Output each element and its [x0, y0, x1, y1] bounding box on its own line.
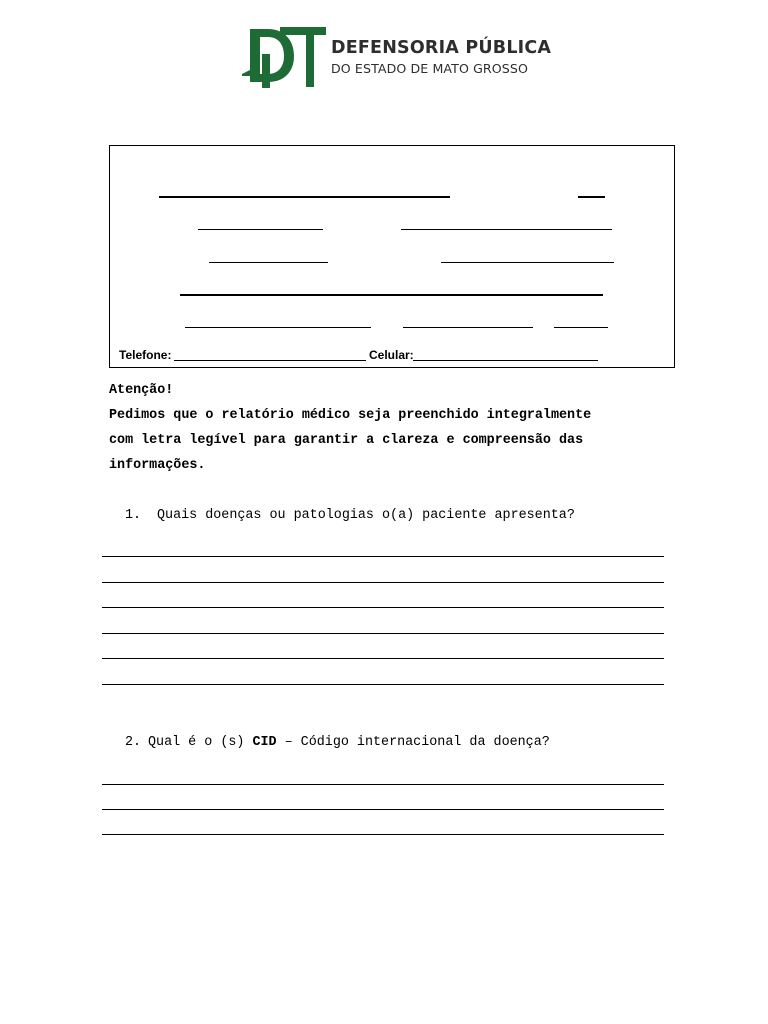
question-2-number: 2.: [125, 735, 142, 750]
celular-field-line[interactable]: [413, 360, 598, 361]
notice-line-1: Pedimos que o relatório médico seja preenchido integralmente: [109, 408, 592, 423]
dp-monogram-icon: [240, 24, 330, 90]
question-1-number: 1.: [125, 508, 142, 523]
blank-line: [401, 229, 612, 230]
question-1-text: Quais doenças ou patologias o(a) paciente apresenta?: [157, 508, 575, 523]
blank-line: [578, 196, 605, 198]
blank-line: [403, 327, 533, 328]
blank-line: [554, 327, 608, 328]
notice-line-3: informações.: [109, 458, 206, 473]
blank-line: [441, 262, 614, 263]
org-name-line2: DO ESTADO DE MATO GROSSO: [331, 61, 528, 76]
organization-name: [331, 38, 551, 76]
patient-info-box: [109, 145, 675, 368]
blank-line: [159, 196, 450, 198]
blank-line: [180, 294, 603, 296]
answer-line[interactable]: [102, 658, 664, 659]
answer-line[interactable]: [102, 556, 664, 557]
question-2-text-before: Qual é o (s): [148, 735, 253, 750]
telefone-label: Telefone:: [119, 348, 172, 362]
answer-line[interactable]: [102, 633, 664, 634]
org-name-line1: DEFENSORIA PÚBLICA: [331, 38, 552, 58]
celular-label: Celular:: [369, 348, 414, 362]
question-2-text: [148, 735, 550, 750]
answer-line[interactable]: [102, 684, 664, 685]
notice-title: Atenção!: [109, 383, 174, 398]
blank-line: [185, 327, 371, 328]
answer-line[interactable]: [102, 784, 664, 785]
answer-line[interactable]: [102, 607, 664, 608]
answer-line[interactable]: [102, 809, 664, 810]
notice-line-2: com letra legível para garantir a clareza e compreensão das: [109, 433, 584, 448]
answer-line[interactable]: [102, 834, 664, 835]
blank-line: [198, 229, 323, 230]
defensoria-logo: [240, 24, 552, 90]
blank-line: [209, 262, 328, 263]
answer-line[interactable]: [102, 582, 664, 583]
question-2-cid: CID: [252, 735, 277, 750]
telefone-field-line[interactable]: [174, 360, 366, 361]
question-2-text-after: – Código internacional da doença?: [276, 735, 550, 750]
